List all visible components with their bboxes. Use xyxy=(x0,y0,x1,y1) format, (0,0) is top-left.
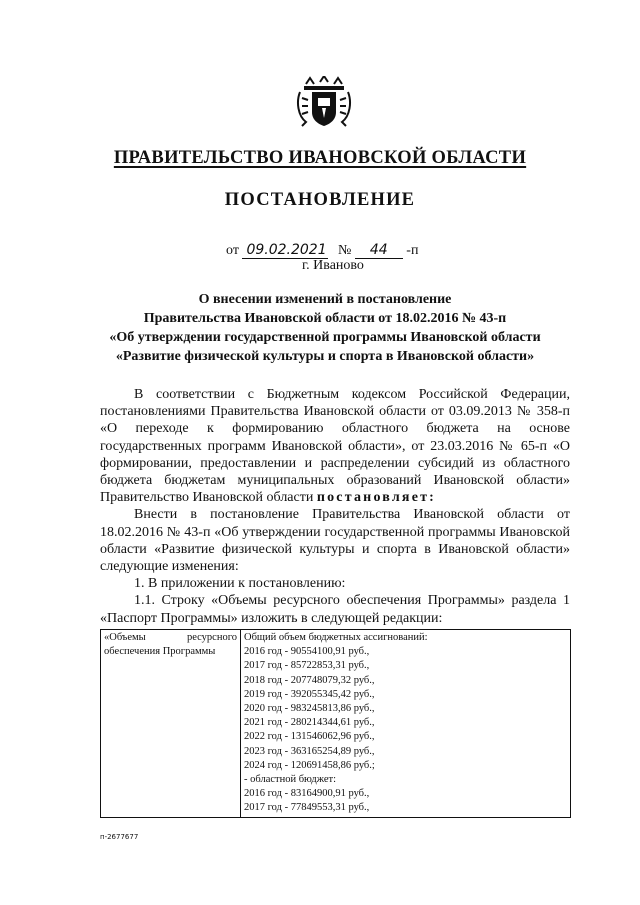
table-row xyxy=(101,630,571,818)
subject-line: «Об утверждении государственной программы Ивановской области xyxy=(109,330,541,345)
coat-of-arms-icon xyxy=(296,76,352,128)
table-value-cell xyxy=(241,630,571,818)
table-line: 2016 год - 90554100,91 руб., xyxy=(244,646,370,658)
decree-word: постановляет: xyxy=(316,490,437,506)
document-body xyxy=(100,386,570,627)
date-number-line xyxy=(226,242,418,259)
table-line: 2017 год - 85722853,31 руб., xyxy=(244,660,370,672)
document-subject xyxy=(90,290,560,366)
handwritten-number: 44 xyxy=(355,242,403,259)
table-line: 2022 год - 131546062,96 руб., xyxy=(244,731,375,743)
body-paragraph: 1.1. Строку «Объемы ресурсного обеспечения Программы» раздела 1 «Паспорт Программы» изложить в следующей редакции: xyxy=(100,593,570,626)
number-suffix: -п xyxy=(406,243,419,258)
table-label-cell: «Объемы ресурсного обеспечения Программы xyxy=(101,630,241,818)
subject-line: О внесении изменений в постановление xyxy=(198,292,452,307)
government-title: ПРАВИТЕЛЬСТВО ИВАНОВСКОЙ ОБЛАСТИ xyxy=(113,148,527,168)
table-line: 2024 год - 120691458,86 руб.; xyxy=(244,759,375,771)
table-line: Общий объем бюджетных ассигнований: xyxy=(244,632,428,643)
table-line: 2017 год - 77849553,31 руб., xyxy=(244,802,370,814)
table-line: 2019 год - 392055345,42 руб., xyxy=(244,688,375,700)
date-prefix: от xyxy=(226,243,239,258)
table-line: - областной бюджет: xyxy=(244,774,336,786)
table-line: 2021 год - 280214344,61 руб., xyxy=(244,717,375,729)
handwritten-date: 09.02.2021 xyxy=(242,242,328,259)
number-sign: № xyxy=(337,243,352,258)
city: г. Иваново xyxy=(302,258,364,273)
preamble-paragraph xyxy=(100,386,570,506)
resource-table xyxy=(100,629,571,818)
body-paragraph: 1. В приложении к постановлению: xyxy=(134,576,346,592)
document-code: п-2677677 xyxy=(100,833,139,841)
body-paragraph: Внести в постановление Правительства Ивановской области от 18.02.2016 № 43-п «Об утверждении государственной программы Ивановской области «Развитие физической культуры и спорта в Ивановской области» следующие изменения: xyxy=(100,507,570,575)
subject-line: Правительства Ивановской области от 18.02.2016 № 43-п xyxy=(143,311,507,326)
table-line: 2016 год - 83164900,91 руб., xyxy=(244,788,370,800)
table-line: 2023 год - 363165254,89 руб., xyxy=(244,745,375,757)
document-type: ПОСТАНОВЛЕНИЕ xyxy=(224,190,416,210)
preamble-text: В соответствии с Бюджетным кодексом Российской Федерации, постановлениями Правительства Ивановской области от 03.09.2013 № 358-п «О переходе к формированию областного бюджета на основе государственных программ Ивановской области», от 23.03.2016 № 65-п «О формировании, предоставлении и распределении субсидий из областного бюджета бюджетам муниципальных образований Ивановской области» Правительство Ивановской области xyxy=(100,387,570,506)
subject-line: «Развитие физической культуры и спорта в Ивановской области» xyxy=(115,349,535,364)
table-line: 2020 год - 983245813,86 руб., xyxy=(244,703,375,715)
table-line: 2018 год - 207748079,32 руб., xyxy=(244,674,375,686)
